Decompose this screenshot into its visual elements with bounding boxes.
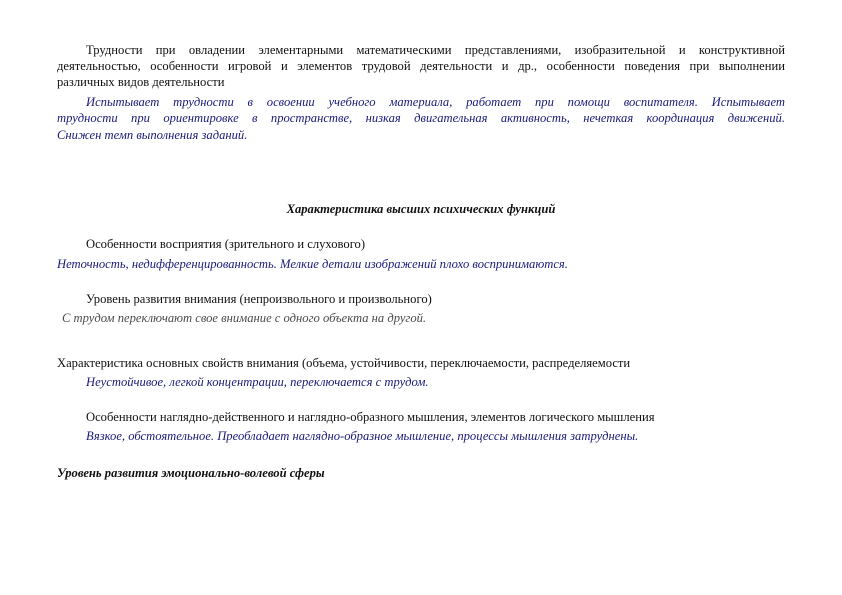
- thinking-answer: Вязкое, обстоятельное. Преобладает наглядно-образное мышление, процессы мышления затруднены.: [86, 429, 639, 443]
- para1-answer-line1: Испытывает трудности в освоении учебного материала, работает при помощи воспитателя. Испытывает: [86, 95, 785, 109]
- attention-level-label: Уровень развития внимания (непроизвольного и произвольного): [86, 292, 432, 306]
- section-heading: Характеристика высших психических функций: [286, 202, 556, 216]
- attention-level-answer: С трудом переключают свое внимание с одного объекта на другой.: [62, 311, 427, 325]
- thinking-label: Особенности наглядно-действенного и наглядно-образного мышления, элементов логического мышления: [86, 410, 655, 424]
- perception-answer: Неточность, недифференцированность. Мелкие детали изображений плохо воспринимаются.: [57, 257, 568, 271]
- para1-answer-line3: Снижен темп выполнения заданий.: [57, 128, 248, 142]
- para1-answer-line2: трудности при ориентировке в пространстве, низкая двигательная активность, нечеткая координация движений.: [57, 111, 785, 125]
- emotional-heading: Уровень развития эмоционально-волевой сферы: [57, 466, 325, 480]
- attention-properties-answer: Неустойчивое, легкой концентрации, переключается с трудом.: [86, 375, 429, 389]
- para1-line1: Трудности при овладении элементарными математическими представлениями, изобразительной и конструктивной: [86, 43, 785, 57]
- attention-properties-label: Характеристика основных свойств внимания (объема, устойчивости, переключаемости, распределяемости: [57, 356, 631, 370]
- para1-line2: деятельностью, особенности игровой и элементов трудовой деятельности и др., особенности поведения при выполнении: [57, 59, 785, 73]
- para1-line3: различных видов деятельности: [57, 75, 225, 89]
- perception-label: Особенности восприятия (зрительного и слухового): [86, 237, 366, 251]
